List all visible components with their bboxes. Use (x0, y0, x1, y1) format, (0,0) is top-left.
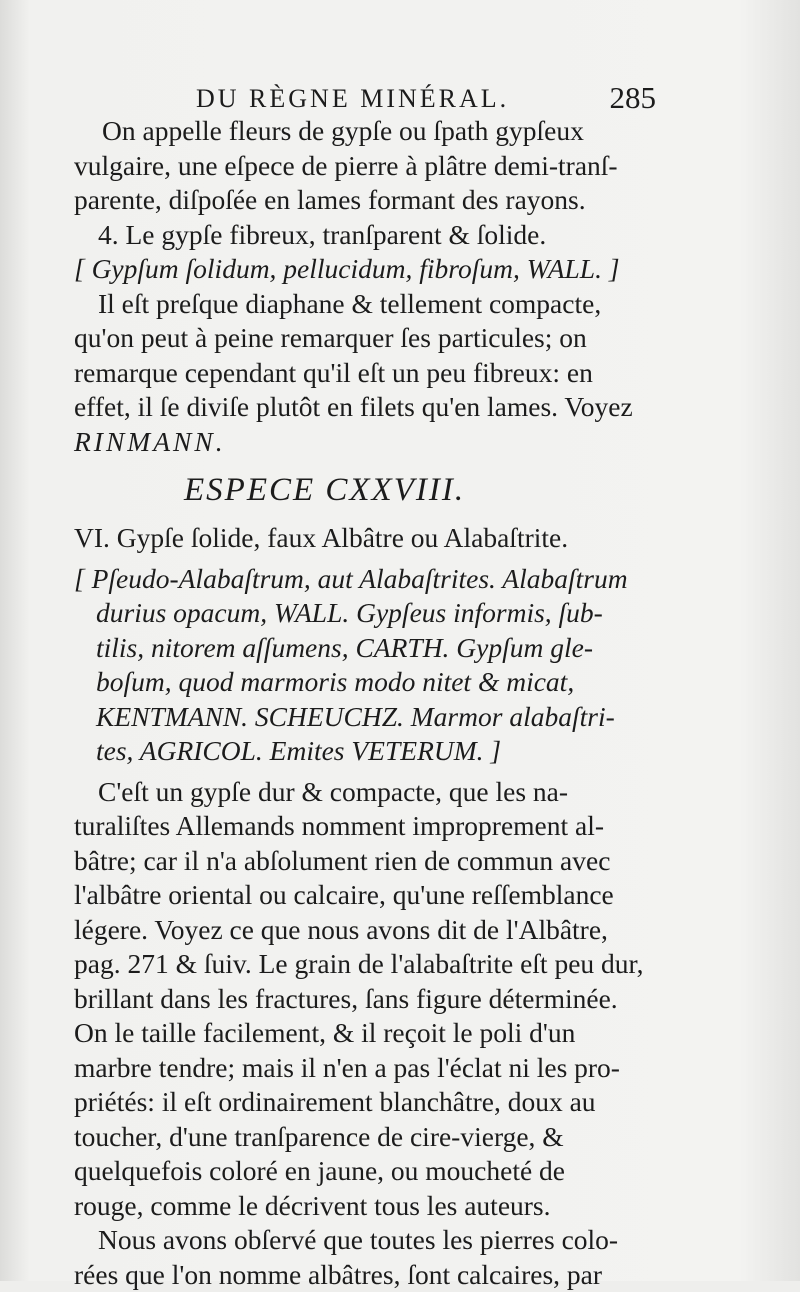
text-line: On appelle fleurs de gypſe ou ſpath gypſeux (74, 114, 664, 149)
page-number: 285 (610, 80, 657, 116)
text-line: priétés: il eſt ordinairement blanchâtre, doux au (74, 1085, 664, 1120)
text-line: qu'on peut à peine remarquer ſes particules; on (74, 321, 664, 356)
text-line: pag. 271 & ſuiv. Le grain de l'alabaſtrite eſt peu dur, (74, 947, 664, 982)
text-line: C'eſt un gypſe dur & compacte, que les na- (74, 775, 664, 810)
text-line: bâtre; car il n'a abſolument rien de commun avec (74, 844, 664, 879)
item-4-latin-synonym: [ Gypſum ſolidum, pellucidum, fibroſum, WALL. ] (74, 252, 664, 287)
text-line: tilis, nitorem aſſumens, CARTH. Gypſum gle- (74, 631, 664, 666)
latin-synonyms-block (74, 562, 664, 769)
text-line: rées que l'on nomme albâtres, ſont calcaires, par (74, 1258, 664, 1292)
species-heading: ESPECE CXXVIII. (74, 459, 664, 521)
text-line: remarque cependant qu'il eſt un peu fibreux: en (74, 356, 664, 391)
item-vi-title: VI. Gypſe ſolide, faux Albâtre ou Alabaſtrite. (74, 521, 664, 556)
text-line: tes, AGRICOL. Emites VETERUM. ] (74, 734, 664, 769)
text-line: quelquefois coloré en jaune, ou moucheté de (74, 1154, 664, 1189)
text-line: brillant dans les fractures, ſans figure déterminée. (74, 982, 664, 1017)
text-line: rouge, comme le décrivent tous les auteurs. (74, 1189, 664, 1224)
text-line: KENTMANN. SCHEUCHZ. Marmor alabaſtri- (74, 700, 664, 735)
page-body (74, 114, 664, 1292)
text-line: marbre tendre; mais il n'en a pas l'éclat ni les pro- (74, 1051, 664, 1086)
text-line: parente, diſpoſée en lames formant des rayons. (74, 183, 664, 218)
text-line: [ Pſeudo-Alabaſtrum, aut Alabaſtrites. Alabaſtrum (74, 562, 664, 597)
author-reference: RINMANN. (74, 425, 664, 460)
text-line: durius opacum, WALL. Gypſeus informis, ſub- (74, 596, 664, 631)
text-line: vulgaire, une eſpece de pierre à plâtre demi-tranſ- (74, 149, 664, 184)
text-line: toucher, d'une tranſparence de cire-vierge, & (74, 1120, 664, 1155)
text-line: On le taille facilement, & il reçoit le poli d'un (74, 1016, 664, 1051)
running-head: DU RÈGNE MINÉRAL. (196, 84, 509, 114)
text-line: effet, il ſe diviſe plutôt en filets qu'en lames. Voyez (74, 390, 664, 425)
text-line: légere. Voyez ce que nous avons dit de l'Albâtre, (74, 913, 664, 948)
text-line: turaliſtes Allemands nomment improprement al- (74, 809, 664, 844)
text-line: Nous avons obſervé que toutes les pierres colo- (74, 1223, 664, 1258)
text-line: boſum, quod marmoris modo nitet & micat, (74, 665, 664, 700)
text-line: Il eſt preſque diaphane & tellement compacte, (74, 287, 664, 322)
text-line: l'albâtre oriental ou calcaire, qu'une reſſemblance (74, 878, 664, 913)
item-4-title: 4. Le gypſe fibreux, tranſparent & ſolide. (74, 218, 664, 253)
